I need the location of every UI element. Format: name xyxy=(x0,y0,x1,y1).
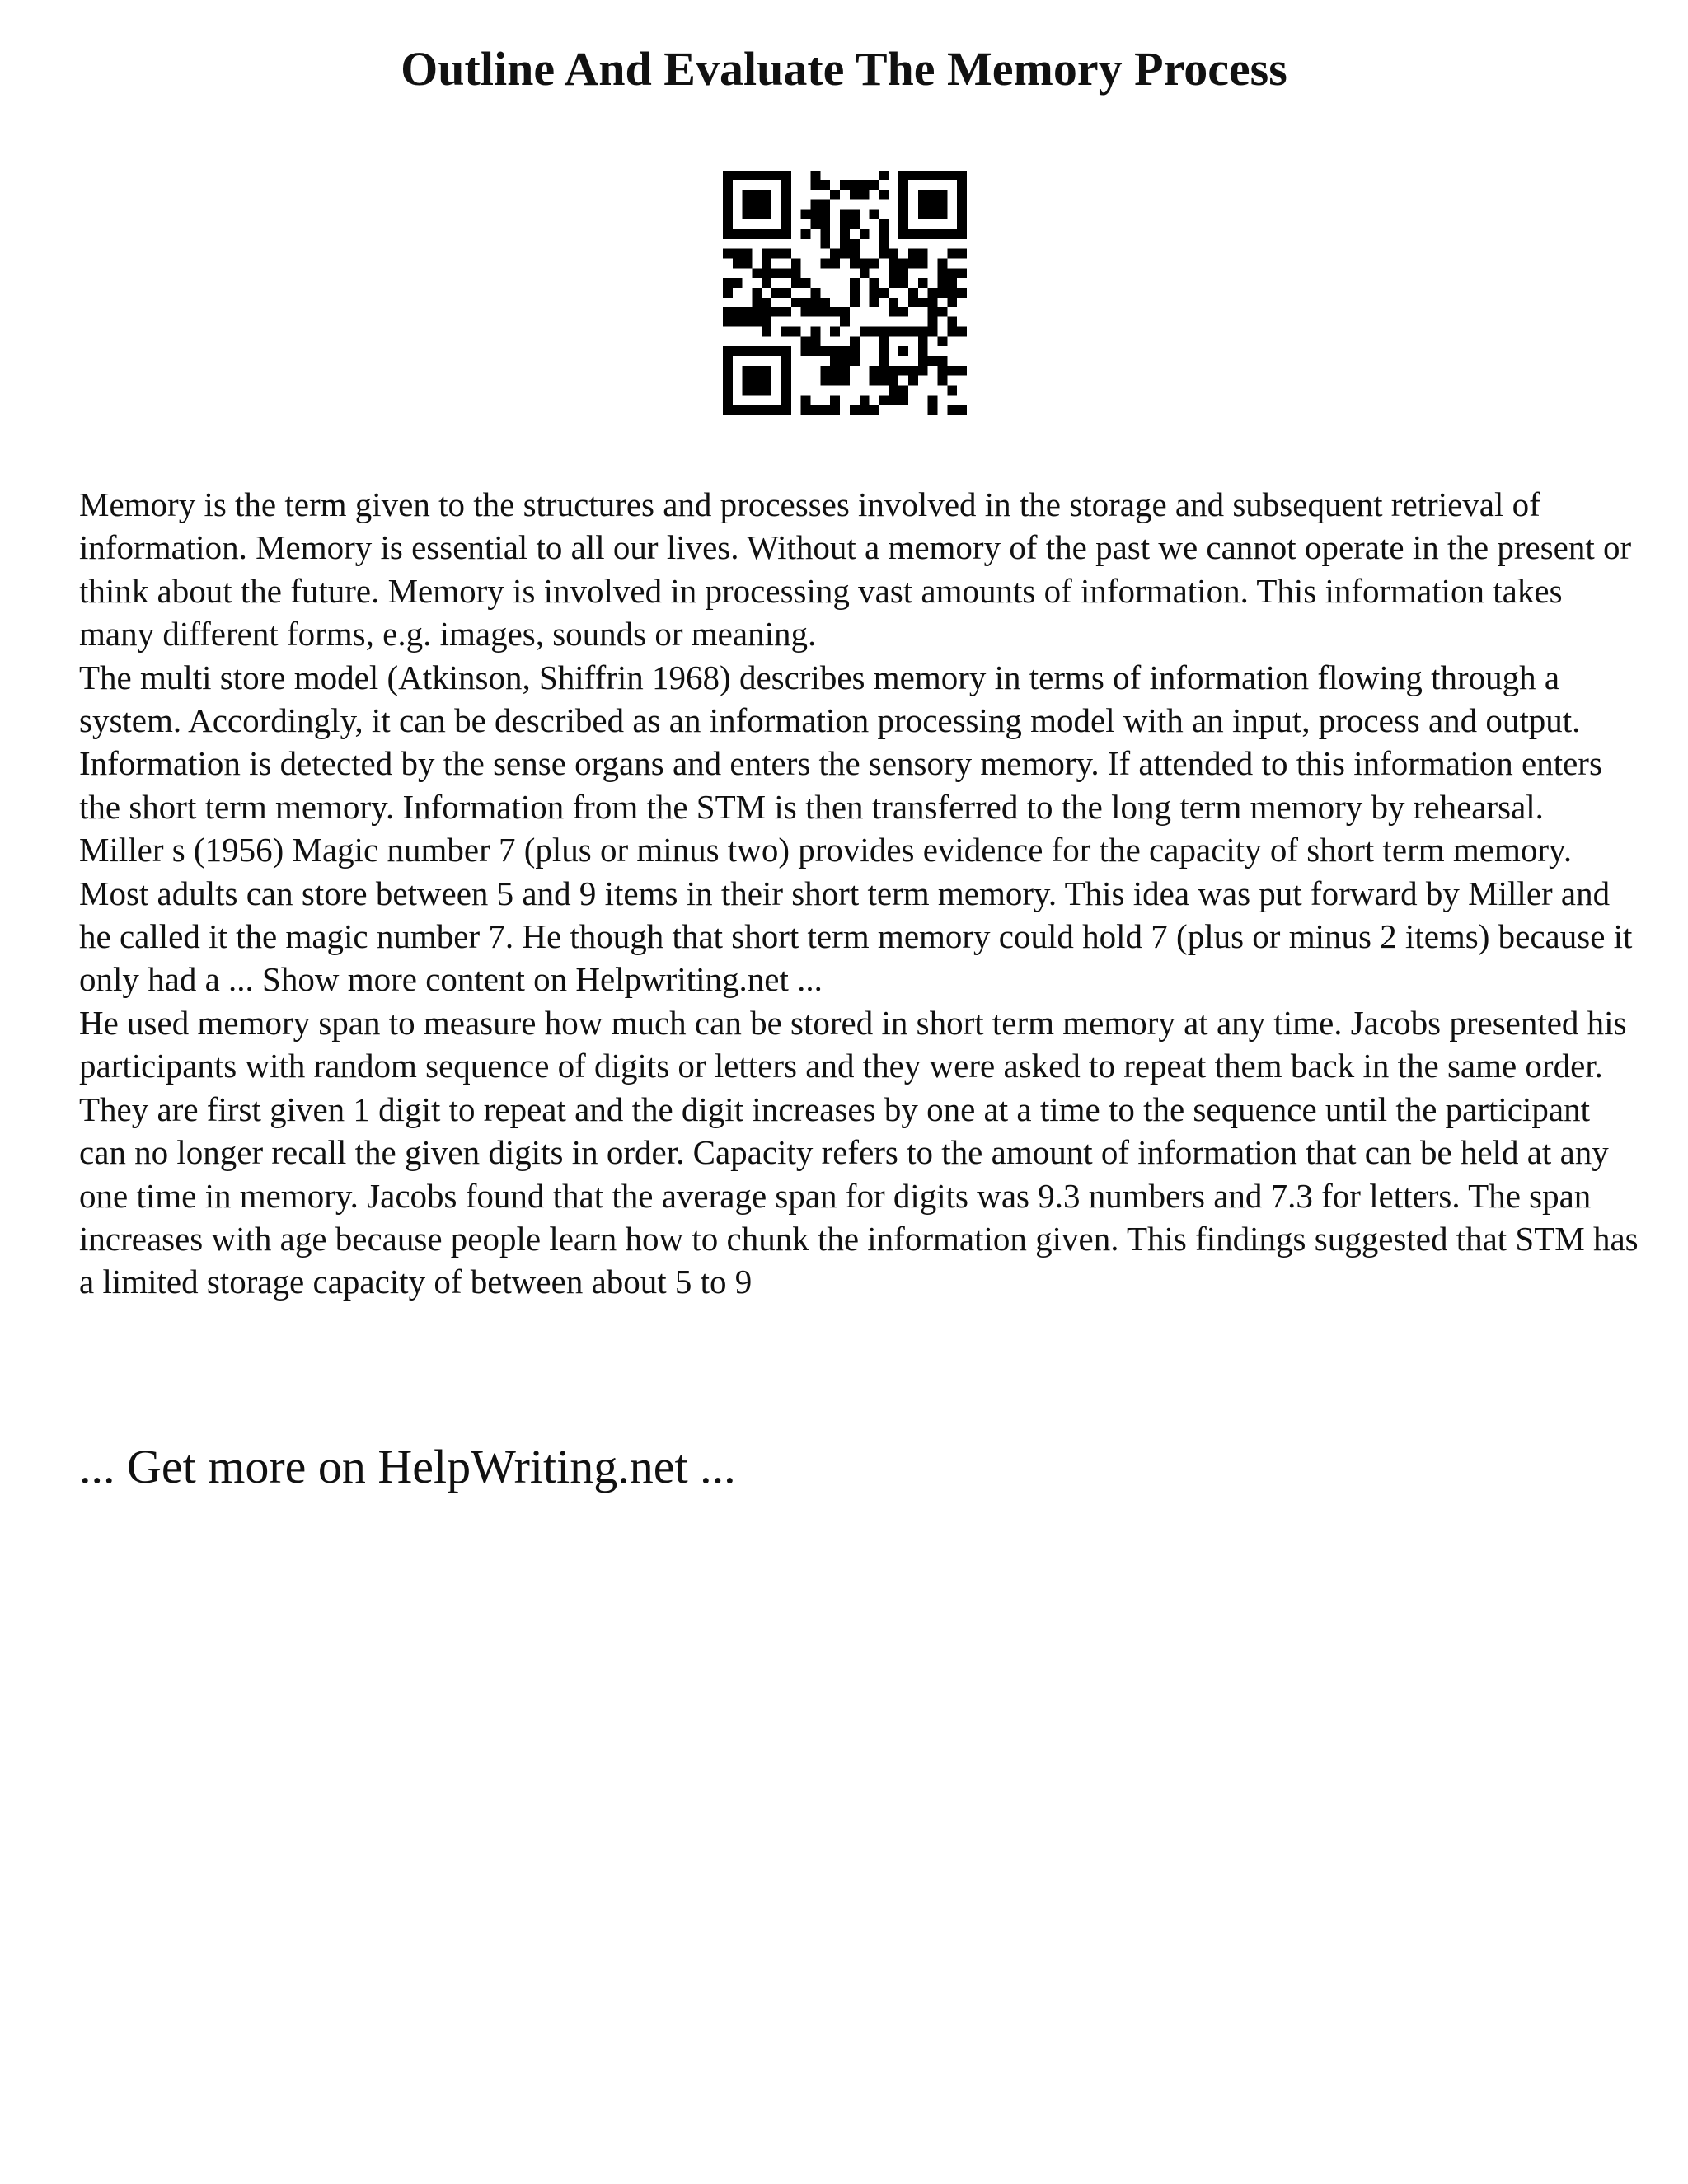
get-more-link[interactable]: ... Get more on HelpWriting.net ... xyxy=(79,1440,736,1493)
qr-code-icon[interactable] xyxy=(723,171,967,415)
document-title: Outline And Evaluate The Memory Process xyxy=(401,42,1287,96)
paragraph-miller-magic-number: Miller s (1956) Magic number 7 (plus or minus two) provides evidence for the capacity of short term memory. Most adults can store between 5 and 9 items in their short term memory. This idea was put forward by Miller and he called it the magic number 7. He though that short term memory could hold 7 (plus or minus 2 items) because it only had a ... Show more content on Helpwriting.net ... xyxy=(79,831,1633,999)
paragraph-intro: Memory is the term given to the structures and processes involved in the storage and subsequent retrieval of information. Memory is essential to all our lives. Without a memory of the past we cannot operate in the present or think about the future. Memory is involved in processing vast amounts of information. This information takes many different forms, e.g. images, sounds or meaning. xyxy=(79,485,1632,654)
paragraph-jacobs-memory-span: He used memory span to measure how much can be stored in short term memory at any time. Jacobs presented his participants with random sequence of digits or letters and they were asked to repeat them back in the same order. They are first given 1 digit to repeat and the digit increases by one at a time to the sequence until the participant can no longer recall the given digits in order. Capacity refers to the amount of information that can be held at any one time in memory. Jacobs found that the average span for digits was 9.3 numbers and 7.3 for letters. The span increases with age because people learn how to chunk the information given. This findings suggested that STM has a limited storage capacity of between about 5 to 9 xyxy=(79,1003,1639,1301)
document-body xyxy=(79,483,1645,1304)
paragraph-multi-store-model: The multi store model (Atkinson, Shiffrin 1968) describes memory in terms of information flowing through a system. Accordingly, it can be described as an information processing model with an input, process and output. Information is detected by the sense organs and enters the sensory memory. If attended to this information enters the short term memory. Information from the STM is then transferred to the long term memory by rehearsal. xyxy=(79,658,1602,826)
